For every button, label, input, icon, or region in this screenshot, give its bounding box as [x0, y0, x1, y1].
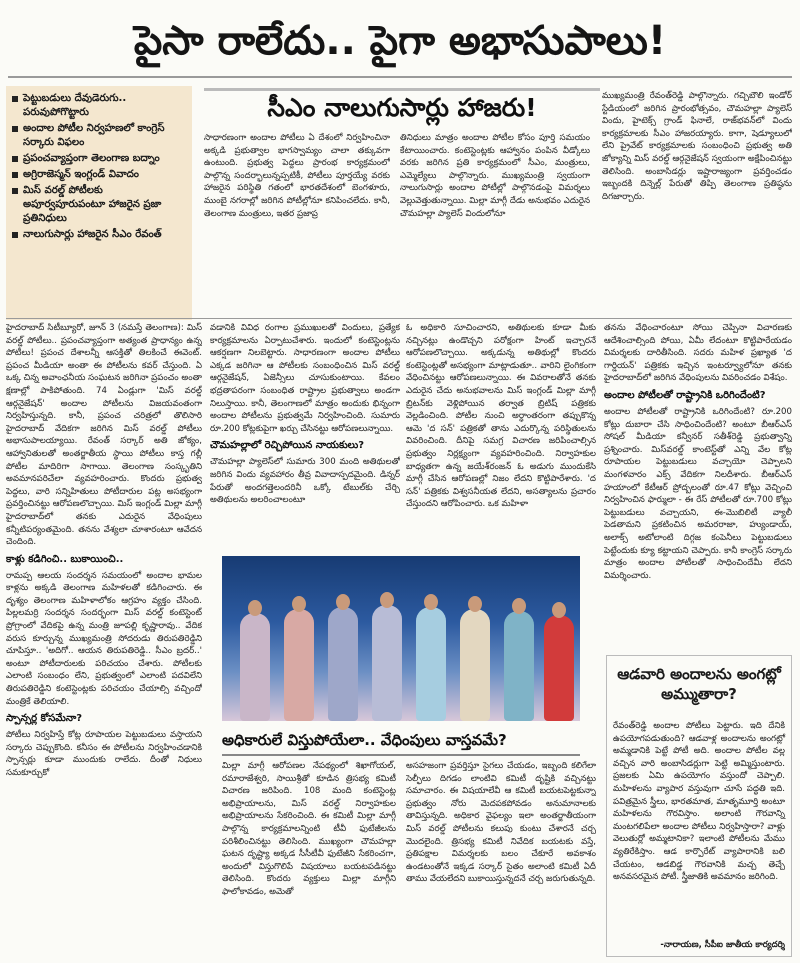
contestant-figure: [460, 609, 490, 721]
bullet-item: నాలుగుసార్లు హాజరైన సీఎం రేవంత్: [12, 228, 188, 242]
paragraph: ముఖ్యమంత్రి రేవంత్‌రెడ్డి పాల్గొన్నారు. గచ్చిబౌలి ఇండోర్ స్టేడియంలో జరిగిన ప్రారంభోత్సవం, చౌమహల్లా ప్యాలెస్ విందు, హైటెక్స్ గ్రాండ్ ఫినాలే, రాజ్‌భవన్‌లో విందు కార్యక్రమాలకు సీఎం హాజరయ్యారు. కాగా, షెడ్యూలులో లేని ప్రైవేట్ కార్యక్రమాలకు సంబంధించి ప్రభుత్వ అతి జోక్యాన్ని మిస్ వరల్డ్ ఆర్గనైజేషన్ స్వయంగా అక్షేపించినట్టు తెలిసింది. అంబాసిడర్లు ఇష్టారాజ్యంగా ప్రవర్తించడం ఇబ్బందకి దిన్నెల్ల్ పేరుతో తిప్పి తెలంగాణ ప్రతిష్ఠను దిగజార్చారు.: [602, 91, 792, 202]
section-rule: [6, 318, 792, 319]
square-bullet-icon: [12, 156, 18, 162]
article-column-3: [406, 322, 596, 550]
contestant-head: [292, 596, 306, 612]
paragraph: తినిధులు మాత్రం అందాల పోటీల కోసం పూర్తి సమయం కేటాయించారు. కంటెస్టెంట్లకు ఆహ్వానం పంపిన వీడ్కోలు వరకు జరిగిన ప్రతి కార్యక్రమంలో సీఎం, మంత్రులు, ఎమ్మెల్యేలు పాల్గొన్నారు. ముఖ్యమంత్రి స్వయంగా నాలుగుసార్లు అందాల పోటీల్లో పాల్గొనడంపై విమర్శలు వెల్లువెత్తుతున్నాయి. మిల్లా మాగ్గీ దేడు అనుభవం ఎదురైన చౌమహల్లా ప్యాలెస్ విందులోనూ: [400, 133, 590, 219]
section-subheading: స్పాన్సర్ల కోసమేనా?: [6, 713, 83, 725]
contestant-figure: [372, 605, 402, 721]
square-bullet-icon: [12, 96, 18, 102]
section-subheading: చౌమహల్లాలో రెచ్చిపోయిన నాయకులు?: [210, 440, 365, 452]
article-column-6: [406, 760, 596, 958]
contestant-head: [336, 594, 350, 610]
paragraph: అందాల పోటీలతో రాష్ట్రానికి ఒరిగిందేంటి? రూ.200 కోట్లు దుబారా చేసి సాధించిందేంటి? అంటూ బీఆర్ఎస్ సోషల్ మీడియా కన్వీనర్ సతీశ్‌రెడ్డి ప్రభుత్వాన్ని ప్రశ్నించారు. మిస్‌వరల్డ్ కాంటెస్ట్‌తో ఎన్ని వేల కోట్ల రూపాయల పెట్టుబడులు వచ్చాయో చెప్పాలని మంగళవారం ఎక్స్ వేదికగా నిలదీశారు. బీఆర్ఎస్ హయాంలో కేటీఆర్ ప్రోద్బలంతో రూ.47 కోట్లు వెచ్చించి నిర్వహించిన ఫార్ములా - ఈ రేస్ పోటీలతో రూ.700 కోట్లు పెట్టుబడులు వచ్చాయని, ఈ-మొబిలిటీ వ్యాలీ పెడతామని ప్రకటించిన అమరరాజా, హ్యుండాయ్, అలాక్స్ అటోలాంటి దిగ్గజ కంపెనీలు పెట్టుబడులు పెట్టేందుకు క్యూ కట్టాయని చెప్పారు. కానీ కాంగ్రెస్ సర్కారు మాత్రం అందాల పోటీలతో సాధించిందేమీ లేదని విమర్శించారు.: [604, 406, 792, 581]
paragraph: సాధారణంగా అందాల పోటీలు ఏ దేశంలో నిర్వహించినా అక్కడి ప్రభుత్వాల భాగస్వామ్యం చాలా తక్కువగా ఉంటుంది. ప్రభుత్వ పెద్దలు ప్రారంభ కార్యక్రమంలో పాల్గొన్న సందర్భాలున్నప్పటికీ, పోటీలు పూర్తయ్యే వరకు హాజరైన పరిస్థితి గతంలో భారతదేశంలో బెంగళూరు, ముంబై నగరాల్లో జరిగిన పోటీల్లోనూ కనిపించలేదు. కానీ, తెలంగాణ మంత్రులు, ఇతర ప్రజాప్ర: [204, 133, 390, 219]
quote-box-body: రేవంత్‌రెడ్డి అందాల పోటీలు పెట్టారు. ఇది దేనికి ఉపయోగపడుతుంది? ఆడవాళ్ల అందాలను అంగట్లో అమ్మడానికి పెట్టే పోటీ అది. అందాల పోటీల వల్ల వచ్చిన వారి అంబాసిడర్లుగా పెట్టి అమ్మిస్తుంటారు. ప్రజలకు ఏమి ఉపయోగం వస్తుందో చెప్పాలి. మహిళలను వ్యాపార వస్తువుగా చూసే పద్ధతి ఇది. పవిత్రమైన స్త్రీలు, భారతమాత, మాతృమూర్తి అంటూ మహిళలను గౌరవిస్తాం. అలాంటి గౌరవాన్ని మంటగలిపేలా అందాల పోటీలు నిర్వహిస్తారా? వాళ్లు వెలుతుర్లో అమ్మటానికా? ఇలాంటి పోటీలను మేము వ్యతిరేకిస్తాం. ఆడ కార్పొరేట్ వ్యాపారానికి బలి చేయటం, ఆడబిడ్డ గౌరవానికి మచ్చ తెచ్చే అనవసరమైన పోటీ. స్త్రీజాతికి అవమానం జరిగింది.: [613, 721, 785, 883]
contestant-figure: [416, 607, 446, 721]
intro-column-1: [204, 132, 390, 312]
cm-attendance-subheadline: సీఎం నాలుగుసార్లు హాజరు!: [204, 88, 600, 131]
contestant-head: [380, 592, 394, 608]
contestant-head: [468, 596, 482, 612]
contestant-head: [424, 594, 438, 610]
bullet-item: అందాల పోటీల నిర్వహణలో కాంగ్రెస్ సర్కారు విఫలం: [12, 122, 188, 150]
section-subheading: అందాల పోటీలతో రాష్ట్రానికి ఒరిగిందేంటి?: [604, 389, 766, 401]
bullet-box: [6, 86, 192, 320]
bullet-item: పెట్టుబడులు దేవుడెరుగు.. పరువుపోగొట్టారు: [12, 92, 188, 120]
article-column-1: [6, 322, 202, 956]
square-bullet-icon: [12, 172, 18, 178]
paragraph: ఓ అధికారి సూచించారని, అతిథులకు కూడా మీకు నచ్చినట్లు ఉండొచ్చని పరోక్షంగా హింట్ ఇచ్చారనే ఆరోపణలొచ్చాయి. అక్కడున్న అతిథుల్లో కొందరు కంటెస్టెంట్లతో అసభ్యంగా మాట్లాడుతూ.. వారిని లైంగికంగా వేధించినట్టు ఆరోపణలున్నాయి. ఈ వివరాలతోనే తనకు ఎదురైన చేదు అనుభవాలను మిస్ ఇంగ్లండ్ మిల్లా మాగ్గీ బ్రిటన్‌కు వెళ్లిపోయిన తర్వాత బ్రిటిష్ పత్రికకు వెల్లడించింది. పోటీల నుంచి అర్ధాంతరంగా తప్పుకొన్న ఆమె 'ద సన్' పత్రికతో తాను ఎదుర్కొన్న పరిస్థితులను వివరించింది. దీనిపై సమగ్ర విచారణ జరిపించాల్సిన ప్రభుత్వం నిర్లక్ష్యంగా వ్యవహరించింది. నిర్వాహకుల బాధ్యతగా ఉన్న జయేశ్‌రంజన్ ఓ అడుగు ముందుకేసి మాగ్గీ చేసిన ఆరోపణల్లో నిజం లేదని కొట్టిపారేశారు. 'ద సన్' పత్రికకు విశ్వసనీయత లేదని, అసత్యాలను ప్రచారం చేస్తుందని ఆరోపించారు. ఒక మహిళా: [406, 323, 596, 510]
paragraph: తనను వేధించారంటూ సోయి చెప్పినా విచారణకు ఆదేశించాల్సింది పోయి, ఏమీ లేదంటూ కొట్టిపారేయడం విమర్శలకు దారితీసింది. సదరు మహిళ ప్రఖ్యాత 'ద గార్డియన్' పత్రికకు ఇచ్చిన ఇంటర్వ్యూలోనూ తనకు హైదరాబాద్‌లో జరిగిన వేధింపులను వివరించడం విశేషం.: [604, 323, 792, 384]
contestant-figure: [544, 615, 574, 721]
page-headline: పైసా రాలేదు.. పైగా అభాసుపాలు!: [133, 18, 667, 64]
contestant-head: [552, 602, 566, 618]
bullet-item: అగ్రిరాజెస్మన్ ఇంగ్లండ్ వివాదం: [12, 168, 188, 182]
bullet-item: మిస్ వరల్డ్ పోటీలకు అపూర్వపూరుపంటూ హాజరైన ప్రజా ప్రతినిధులు: [12, 184, 188, 226]
square-bullet-icon: [12, 188, 18, 194]
contestants-stage-photo: [222, 556, 580, 721]
square-bullet-icon: [12, 232, 18, 238]
quote-box-title: ఆడవారి అందాలను అంగట్లో అమ్ముతారా?: [617, 665, 781, 703]
contestant-figure: [240, 613, 270, 721]
bullet-item: ప్రపంచవ్యాప్తంగా తెలంగాణ బద్నాం: [12, 152, 188, 166]
paragraph: పోటీలు నిర్వహిస్తే కోట్ల రూపాయల పెట్టుబడులు వస్తాయని సర్కారు చెప్పుకొంది. కనీసం ఈ పోటీలను నిర్వహించడానికి స్పాన్సర్లు కూడా ముందుకు రాలేదు. దీంతో నిధులు సమకూర్చుకో: [6, 730, 202, 778]
article-column-4: [604, 322, 792, 650]
harassment-subheadline: అధికారులే విస్తుపోయేలా.. వేధింపులు వాస్తవమే?: [222, 726, 580, 756]
quote-box: [606, 655, 792, 957]
paragraph: మిల్లా మాగ్గీ ఆరోపణల నేపథ్యంలో శిఖాగోయల్, రమారాజేశ్వరి, సాయిశ్రీతో కూడిన త్రిసభ్య కమిటీ విచారణ జరిపింది. 108 మంది కంటెస్టెంట్ల అభిప్రాయాలను, మిస్ వరల్డ్ నిర్వాహకుల అభిప్రాయాలను సేకరించింది. ఈ కమిటీ మిల్లా మాగ్గీ పాల్గొన్న కార్యక్రమాలన్నింటి టీవీ ఫుటేజీలను పరిశీలించినట్టు తెలిసింది. ముఖ్యంగా చౌమహల్లా ఘటన దృష్ట్యా అక్కడ సీసీటీవీ ఫుటేజీని సేకరించగా, అందులో విస్తుగొలిపే విషయాలు బయటపడినట్టు తెలిసింది. కొందరు వ్యక్తులు మిల్లా మాగ్గీని ఫాలోకావడం, అమెతో: [222, 761, 396, 897]
article-column-2: [210, 322, 400, 550]
contestant-head: [512, 598, 526, 614]
paragraph: హైదరాబాద్ సిటీబ్యూరో, జూన్ 3 (నమస్తే తెలంగాణ): మిస్ వరల్డ్ పోటీలు.. ప్రపంచవ్యాప్తంగా అత్యంత ప్రాధాన్యం ఉన్న పోటీలు! ప్రపంచ దేశాలన్నీ ఆసక్తితో తిలకించే ఈవెంట్. ప్రపంచ మీడియా అంతా ఈ పోటీలను కవర్ చేస్తుంది. ఏ ఒక్క చిన్న అవాంఛనీయ సంఘటన జరిగినా ప్రపంచం అంతా క్షణాల్లో పాకిపోతుంది. 74 ఏండ్లుగా 'మిస్ వరల్డ్ ఆర్గనైజేషన్' అందాల పోటీలను విజయవంతంగా నిర్వహిస్తున్నది. కానీ, ప్రపంచ చరిత్రలో తొలిసారి హైదరాబాద్ వేదికగా జరిగిన మిస్ వరల్డ్ పోటీలు అభాసుపాలయ్యాయి. రేవంత్ సర్కార్ అతి జోక్యం, ఆహ్వానితులతో అంతర్జాతీయ స్థాయి పోటీలు కాస్త గల్లీ పోటీల మాదిరిగా సాగాయి. తెలంగాణ సంస్కృతిని అవమానపరిచేలా వ్యవహరించారు. కొందరు ప్రభుత్వ పెద్దలు, వారి సన్నిహితులు పోటీదారుల పట్ల అసభ్యంగా ప్రవర్తించినట్టు ఆరోపణలొచ్చాయి. మిస్ ఇంగ్లండ్ మిల్లా మాగ్గీ హైదరాబాద్‌లో తనకు ఎదురైన వేధింపులు కన్నీటిపర్యంతమైంది. తనను వేశ్యలా చూశారంటూ ఆవేదన చెందింది.: [6, 323, 202, 548]
contestant-head: [248, 600, 262, 616]
intro-column-2: [400, 132, 590, 312]
paragraph: రామప్ప ఆలయ సందర్శన సమయంలో అందాల భామల కాళ్లను అక్కడి తెలంగాణ మహిళలతో కడిగించారు. ఈ దృశ్యం తెలంగాణ మహిళాలోకం ఆగ్రహం వ్యక్తం చేసింది. పిల్లలమర్రి సందర్శన సందర్భంగా మిస్ వరల్డ్ కంటెస్టెంట్ ప్రోగ్రాంలో వేదికపై ఉన్న మంత్రి జూపల్లి కృష్ణారావు.. వేదిక వరుస కూర్చున్న ముఖ్యమంత్రి సోదరుడు తిరుపతిరెడ్డిని చూపిస్తూ.. 'అదిగో.. ఆయన తిరుపతిరెడ్డి.. సీఎం బ్రదర్..' అంటూ పోటీదారులకు పరిచయం చేశారు. పోటీలకు ఎలాంటి సంబంధం లేని, ప్రభుత్వంలో ఎలాంటి పదవిలేని తిరుపతిరెడ్డిని కంటెస్టెంట్లకు పరిచయం చేయాల్సి వచ్చిందో మంత్రికే తెలియాలి.: [6, 570, 202, 707]
contestant-figure: [284, 609, 314, 721]
contestant-figure: [504, 611, 534, 721]
square-bullet-icon: [12, 126, 18, 132]
paragraph: చౌమహల్లా ప్యాలెస్‌లో సుమారు 300 మంది అతిథులతో జరిగిన విందు వ్యవహారం తీవ్ర వివాదాస్పదమైంది. డిన్నర్ పేరుతో అందగత్తెలందరినీ ఒక్కో టేబుల్‌కు చేర్చి అతిథులను అలరించాలంటూ: [210, 457, 400, 506]
paragraph: అసహజంగా ప్రవర్తిస్తూ సైగలు చేయడం, ఇబ్బంది కలిగేలా సెల్ఫీలు దిగడం లాంటివి కమిటీ దృష్టికి వచ్చినట్టు సమాచారం. ఈ విషయాలేవీ ఆ కమిటీ బయటపెట్టకున్నా ప్రభుత్వం నోరు మెదపకపోవడం అనుమానాలకు తావిస్తున్నది. అధికార వైఫల్యం ఇలా అంతర్జాతీయంగా మిస్ వరల్డ్ పోటీలను కలుపు కుంటు చేశారనే చర్చ మొదలైంది. త్రిసభ్య కమిటీ నివేదిక బయటకు వస్తే, ప్రతిపక్షాల విమర్శలకు బలం చేకూరే అవకాశం ఉండటంతోనే ఇక్కడ సర్కార్ సైతం అలాంటి కమిటీ ఏదీ తాము వేయలేదని బుకాయిస్తున్నదనే చర్చ జరుగుతున్నది.: [406, 761, 596, 885]
intro-column-3: [602, 90, 792, 312]
quote-byline: -నారాయణ, సీపీఐ జాతీయ కార్యదర్శి: [660, 940, 785, 950]
contestant-figure: [328, 607, 358, 721]
section-subheading: కాళ్లు కడిగించి.. బుకాయించి..: [6, 553, 124, 565]
headline-rule: [8, 76, 792, 78]
paragraph: వడానికి వివిధ రంగాల ప్రముఖులతో విందులు, ప్రత్యేక కార్యక్రమాలను ఏర్పాటుచేశారు. ఇందులో కంటెస్టెంట్లను ఆకర్షణగా నిలబెట్టారు. సాధారణంగా అందాల పోటీలు ఎక్కడ జరిగినా ఆ పోటీలకు సంబంధించిన మిస్ వరల్డ్ ఆర్గనైజేషన్, ఏజెన్సీలు చూసుకుంటాయి. కేవలం భద్రతాపరంగా సంబంధిత రాష్ట్రాల ప్రభుత్వాలు అండగా నిలుస్తాయి. కానీ, తెలంగాణలో మాత్రం అందుకు భిన్నంగా అందాల పోటీలను ప్రభుత్వమే నిర్వహించింది. సుమారు రూ.200 కోట్లకుపైగా ఖర్చు చేసినట్టు ఆరోపణలున్నాయి.: [210, 323, 400, 434]
article-column-5: [222, 760, 396, 958]
